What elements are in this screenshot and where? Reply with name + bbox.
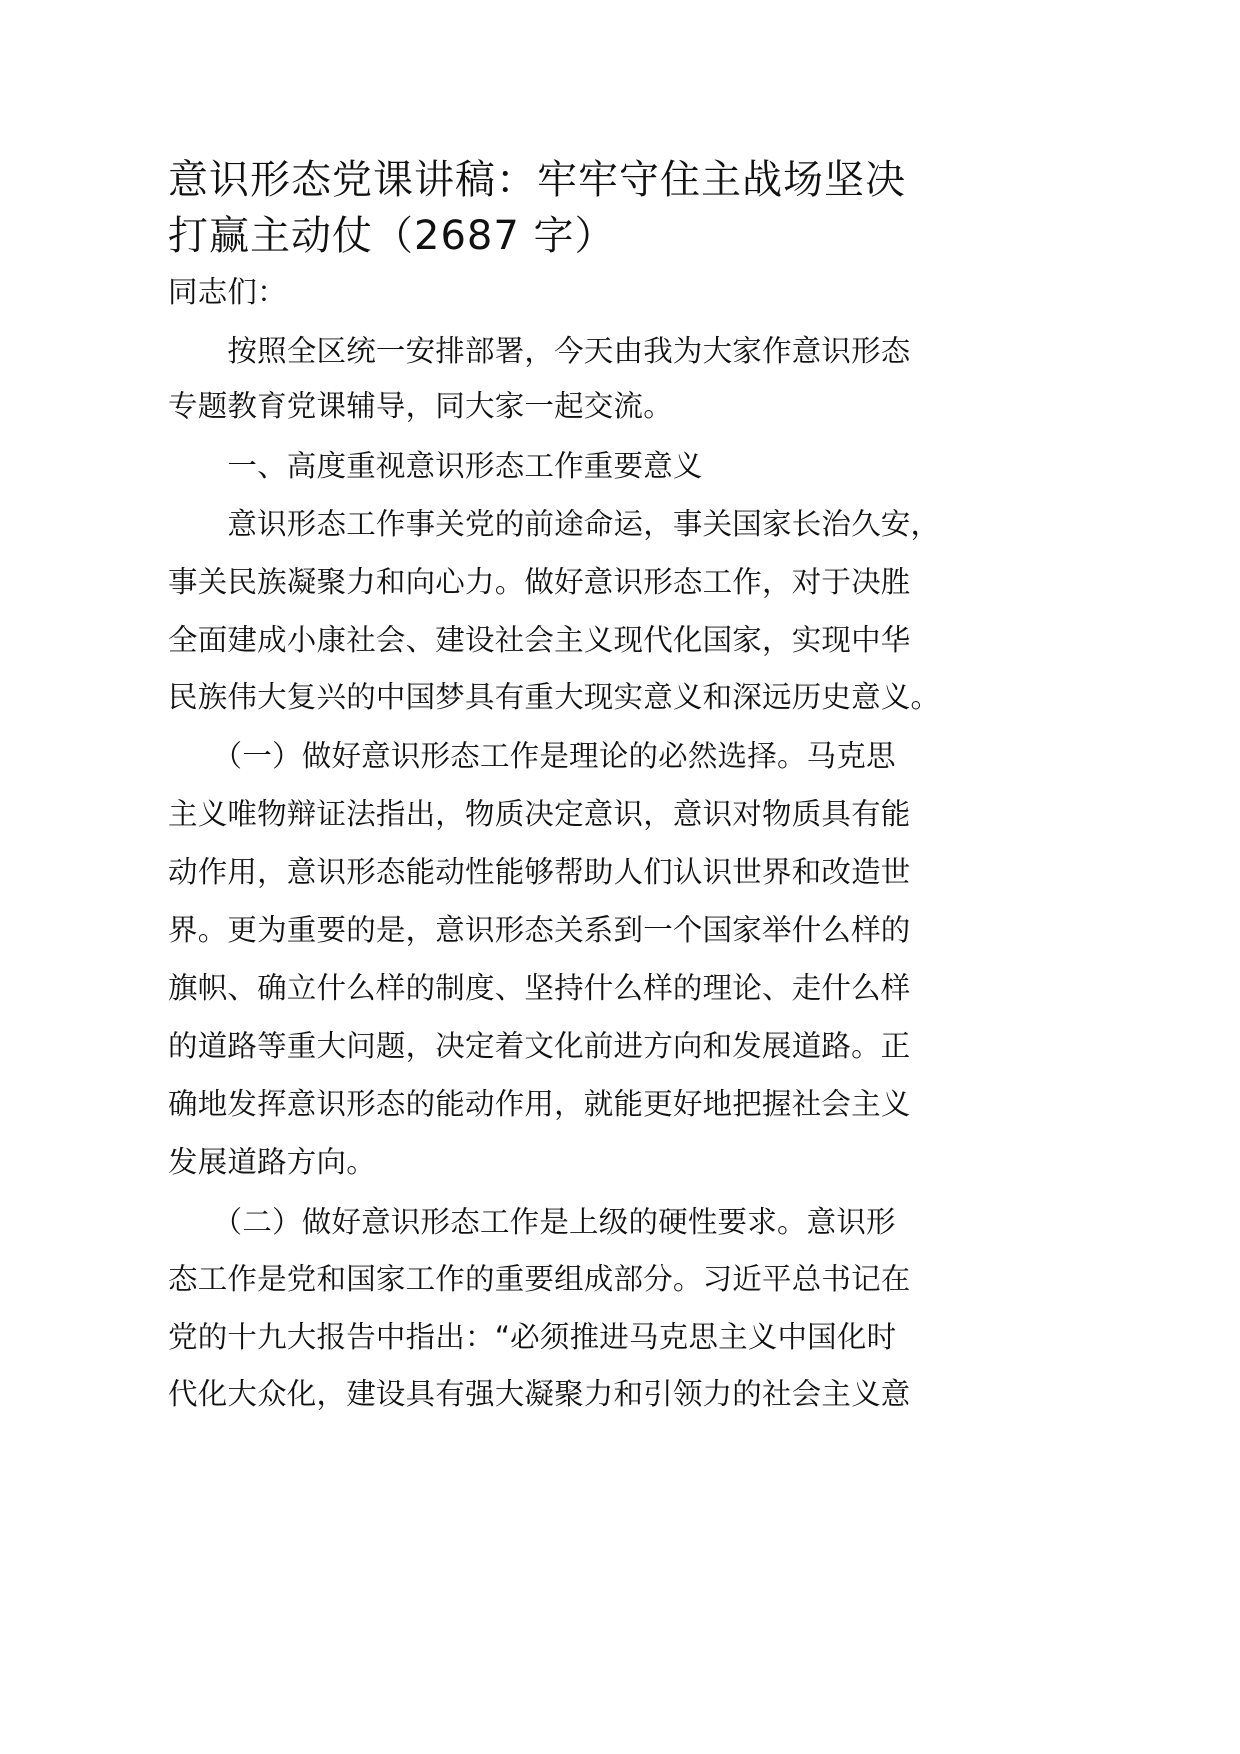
subsection-1-paragraph-line: 主义唯物辩证法指出，物质决定意识，意识对物质具有能 (168, 797, 911, 831)
subsection-2-paragraph-line: 态工作是党和国家工作的重要组成部分。习近平总书记在 (168, 1262, 911, 1296)
subsection-1-paragraph-line: 界。更为重要的是，意识形态关系到一个国家举什么样的 (168, 913, 911, 947)
intro-paragraph-line: 按照全区统一安排部署，今天由我为大家作意识形态 (168, 334, 911, 368)
subsection-1-paragraph-line: （一）做好意识形态工作是理论的必然选择。马克思 (168, 739, 896, 773)
section-1-paragraph-line: 民族伟大复兴的中国梦具有重大现实意义和深远历史意义。 (168, 680, 941, 714)
subsection-1-paragraph-line: 发展道路方向。 (168, 1145, 376, 1179)
section-1-paragraph-line: 意识形态工作事关党的前途命运，事关国家长治久安， (168, 507, 941, 541)
subsection-2-paragraph-line: 党的十九大报告中指出：“必须推进马克思主义中国化时 (168, 1320, 897, 1354)
document-title-line-1: 意识形态党课讲稿：牢牢守住主战场坚决 (168, 157, 906, 203)
section-1-paragraph-line: 事关民族凝聚力和向心力。做好意识形态工作，对于决胜 (168, 565, 911, 599)
section-heading-1-line: 一、高度重视意识形态工作重要意义 (168, 449, 703, 483)
subsection-1-paragraph-line: 动作用，意识形态能动性能够帮助人们认识世界和改造世 (168, 855, 911, 889)
subsection-2-paragraph-line: （二）做好意识形态工作是上级的硬性要求。意识形 (168, 1205, 896, 1239)
subsection-2-paragraph-line: 代化大众化，建设具有强大凝聚力和引领力的社会主义意 (168, 1377, 911, 1411)
section-1-paragraph-line: 全面建成小康社会、建设社会主义现代化国家，实现中华 (168, 623, 911, 657)
subsection-1-paragraph-line: 旗帜、确立什么样的制度、坚持什么样的理论、走什么样 (168, 971, 911, 1005)
subsection-1-paragraph-line: 确地发挥意识形态的能动作用，就能更好地把握社会主义 (168, 1087, 911, 1121)
intro-paragraph-line: 专题教育党课辅导，同大家一起交流。 (168, 389, 673, 423)
subsection-1-paragraph-line: 的道路等重大问题，决定着文化前进方向和发展道路。正 (168, 1029, 911, 1063)
salutation: 同志们： (168, 275, 287, 309)
document-title-line-2: 打赢主动仗（2687 字） (168, 213, 616, 259)
